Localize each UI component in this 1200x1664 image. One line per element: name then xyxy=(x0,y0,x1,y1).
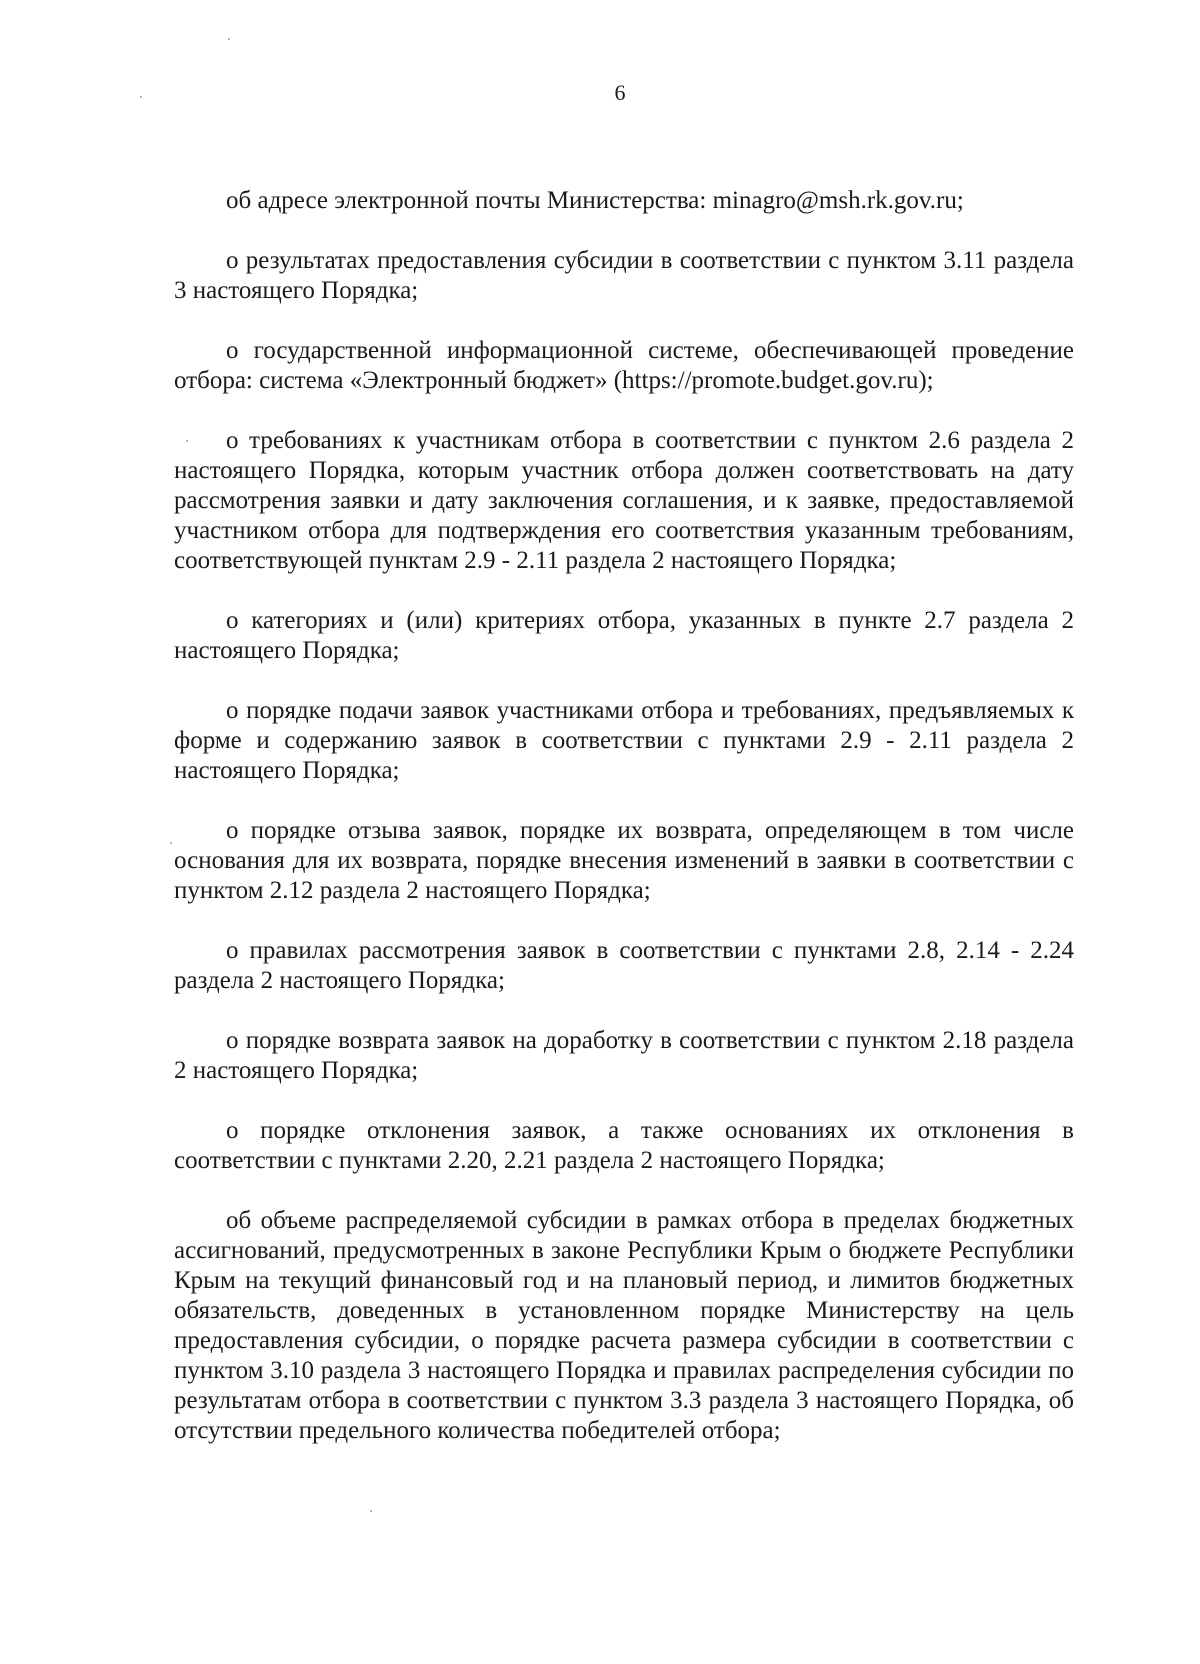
scan-speck xyxy=(228,38,230,40)
scan-speck xyxy=(140,96,142,98)
paragraph-info-system: о государственной информационной системе, обеспечивающей проведение отбора: система «Электронный бюджет» (https://promote.budget.gov.ru); xyxy=(174,337,1074,394)
page-number: 6 xyxy=(614,80,626,105)
paragraph-withdrawal-order: о порядке отзыва заявок, порядке их возврата, определяющем в том числе основания для их возврата, порядке внесения изменений в заявки в соответствии с пунктом 2.12 раздела 2 настоящего Порядка; xyxy=(174,817,1074,904)
paragraph-return-for-revision: о порядке возврата заявок на доработку в соответствии с пунктом 2.18 раздела 2 настоящего Порядка; xyxy=(174,1027,1074,1084)
paragraph-submission-order: о порядке подачи заявок участниками отбора и требованиях, предъявляемых к форме и содержанию заявок в соответствии с пунктами 2.9 - 2.11 раздела 2 настоящего Порядка; xyxy=(174,697,1074,784)
paragraph-review-rules: о правилах рассмотрения заявок в соответствии с пунктами 2.8, 2.14 - 2.24 раздела 2 настоящего Порядка; xyxy=(174,937,1074,994)
paragraph-categories: о категориях и (или) критериях отбора, указанных в пункте 2.7 раздела 2 настоящего Порядка; xyxy=(174,607,1074,664)
document-body xyxy=(174,186,1074,1476)
paragraph-results: о результатах предоставления субсидии в соответствии с пунктом 3.11 раздела 3 настоящего Порядка; xyxy=(174,247,1074,304)
paragraph-email: об адресе электронной почты Министерства: minagro@msh.rk.gov.ru; xyxy=(226,187,964,214)
scan-speck xyxy=(370,1510,372,1512)
paragraph-subsidy-volume: об объеме распределяемой субсидии в рамках отбора в пределах бюджетных ассигнований, предусмотренных в законе Республики Крым о бюджете Республики Крым на текущий финансовый год и на плановый период, и лимитов бюджетных обязательств, доведенных в установленном порядке Министерству на цель предоставления субсидии, о порядке расчета размера субсидии в соответствии с пунктом 3.10 раздела 3 настоящего Порядка и правилах распределения субсидии по результатам отбора в соответствии с пунктом 3.3 раздела 3 настоящего Порядка, об отсутствии предельного количества победителей отбора; xyxy=(174,1207,1074,1444)
paragraph-participant-requirements: о требованиях к участникам отбора в соответствии с пунктом 2.6 раздела 2 настоящего Порядка, которым участник отбора должен соответствовать на дату рассмотрения заявки и дату заключения соглашения, и к заявке, предоставляемой участником отбора для подтверждения его соответствия указанным требованиям, соответствующей пунктам 2.9 - 2.11 раздела 2 настоящего Порядка; xyxy=(174,427,1074,574)
scan-speck xyxy=(186,440,188,442)
paragraph-rejection: о порядке отклонения заявок, а также основаниях их отклонения в соответствии с пунктами 2.20, 2.21 раздела 2 настоящего Порядка; xyxy=(174,1117,1074,1174)
scan-speck xyxy=(170,842,172,844)
